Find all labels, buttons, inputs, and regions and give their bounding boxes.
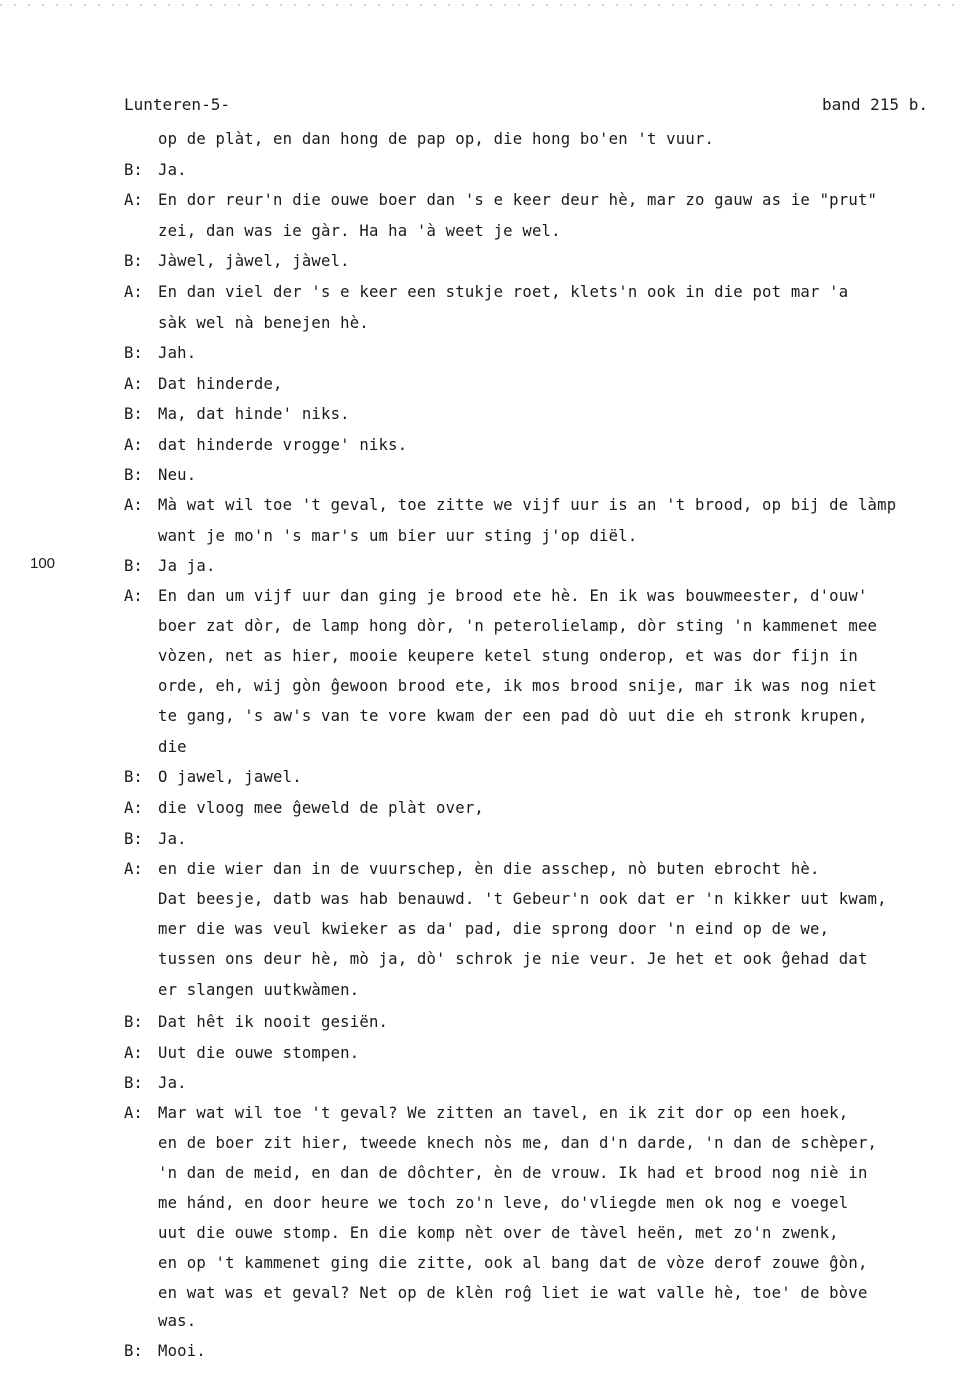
transcript-line: orde, eh, wij gòn ĝewoon brood ete, ik mos brood snije, mar ik was nog niet bbox=[158, 677, 878, 695]
transcript-line: Ja ja. bbox=[158, 557, 216, 575]
transcript-line: Mooi. bbox=[158, 1342, 206, 1360]
transcript-line: die bbox=[158, 738, 187, 756]
transcript-line: Ja. bbox=[158, 1074, 187, 1092]
speaker-label: A: bbox=[124, 191, 143, 209]
speaker-label: B: bbox=[124, 344, 143, 362]
transcript-line: O jawel, jawel. bbox=[158, 768, 302, 786]
speaker-label: A: bbox=[124, 799, 143, 817]
speaker-label: A: bbox=[124, 587, 143, 605]
margin-line-number: 100 bbox=[30, 555, 56, 572]
speaker-label: B: bbox=[124, 252, 143, 270]
transcript-line: Ja. bbox=[158, 830, 187, 848]
transcript-line: me hánd, en door heure we toch zo'n leve, do'vliegde men ok nog e voegel bbox=[158, 1194, 849, 1212]
speaker-label: B: bbox=[124, 466, 143, 484]
speaker-label: A: bbox=[124, 1044, 143, 1062]
speaker-label: A: bbox=[124, 375, 143, 393]
transcript-line: en de boer zit hier, tweede knech nòs me, dan d'n darde, 'n dan de schèper, bbox=[158, 1134, 878, 1152]
transcript-line: Mà wat wil toe 't geval, toe zitte we vijf uur is an 't brood, op bij de làmp bbox=[158, 496, 897, 514]
speaker-label: B: bbox=[124, 161, 143, 179]
transcript-line: boer zat dòr, de lamp hong dòr, 'n peterolielamp, dòr sting 'n kammenet mee bbox=[158, 617, 878, 635]
transcript-line: die vloog mee ĝeweld de plàt over, bbox=[158, 799, 484, 817]
transcript-line: En dor reur'n die ouwe boer dan 's e keer deur hè, mar zo gauw as ie "prut" bbox=[158, 191, 878, 209]
transcript-line: Dat hêt ik nooit gesiën. bbox=[158, 1013, 389, 1031]
transcript-line: mer die was veul kwieker as da' pad, die sprong door 'n eind op de we, bbox=[158, 920, 830, 938]
speaker-label: B: bbox=[124, 405, 143, 423]
transcript-line: was. bbox=[158, 1312, 197, 1330]
transcript-line: en op 't kammenet ging die zitte, ook al bang dat de vòze derof zouwe ĝòn, bbox=[158, 1254, 868, 1272]
speaker-label: A: bbox=[124, 860, 143, 878]
speaker-label: B: bbox=[124, 1013, 143, 1031]
transcript-line: sàk wel nà benejen hè. bbox=[158, 314, 369, 332]
transcript-line: Jah. bbox=[158, 344, 197, 362]
speaker-label: B: bbox=[124, 1074, 143, 1092]
speaker-label: A: bbox=[124, 436, 143, 454]
speaker-label: B: bbox=[124, 1342, 143, 1360]
transcript-line: tussen ons deur hè, mò ja, dò' schrok je nie veur. Je het et ook ĝehad dat bbox=[158, 950, 868, 968]
transcript-line: en die wier dan in de vuurschep, èn die asschep, nò buten ebrocht hè. bbox=[158, 860, 820, 878]
speaker-label: A: bbox=[124, 283, 143, 301]
transcript-line: zei, dan was ie gàr. Ha ha 'à weet je wel. bbox=[158, 222, 561, 240]
transcript-line: Uut die ouwe stompen. bbox=[158, 1044, 360, 1062]
transcript-line: want je mo'n 's mar's um bier uur sting j'op diël. bbox=[158, 527, 638, 545]
transcript-line: dat hinderde vrogge' niks. bbox=[158, 436, 408, 454]
transcript-line: vòzen, net as hier, mooie keupere ketel stung onderop, et was dor fijn in bbox=[158, 647, 858, 665]
transcript-line: er slangen uutkwàmen. bbox=[158, 981, 360, 999]
transcript-line: Dat hinderde, bbox=[158, 375, 283, 393]
transcript-line: Neu. bbox=[158, 466, 197, 484]
transcript-line: Ma, dat hinde' niks. bbox=[158, 405, 350, 423]
speaker-label: B: bbox=[124, 557, 143, 575]
transcript-line: Ja. bbox=[158, 161, 187, 179]
transcript-line: Dat beesje, datb was hab benauwd. 't Gebeur'n ook dat er 'n kikker uut kwam, bbox=[158, 890, 887, 908]
speaker-label: A: bbox=[124, 496, 143, 514]
transcript-line: uut die ouwe stomp. En die komp nèt over de tàvel heën, met zo'n zwenk, bbox=[158, 1224, 839, 1242]
transcript-line: op de plàt, en dan hong de pap op, die hong bo'en 't vuur. bbox=[158, 130, 715, 148]
speaker-label: A: bbox=[124, 1104, 143, 1122]
transcript-line: Jàwel, jàwel, jàwel. bbox=[158, 252, 350, 270]
transcript-line: Mar wat wil toe 't geval? We zitten an tavel, en ik zit dor op een hoek, bbox=[158, 1104, 849, 1122]
header-tape-number: band 215 b. bbox=[822, 95, 928, 114]
transcript-line: en wat was et geval? Net op de klèn roĝ liet ie wat valle hè, toe' de bòve bbox=[158, 1284, 868, 1302]
scan-artifact-dots bbox=[0, 4, 966, 6]
speaker-label: B: bbox=[124, 768, 143, 786]
transcript-line: En dan viel der 's e keer een stukje roet, klets'n ook in die pot mar 'a bbox=[158, 283, 849, 301]
transcript-line: te gang, 's aw's van te vore kwam der een pad dò uut die eh stronk krupen, bbox=[158, 707, 868, 725]
header-location: Lunteren-5- bbox=[124, 95, 230, 114]
speaker-label: B: bbox=[124, 830, 143, 848]
transcript-line: En dan um vijf uur dan ging je brood ete hè. En ik was bouwmeester, d'ouw' bbox=[158, 587, 868, 605]
transcript-line: 'n dan de meid, en dan de dôchter, èn de vrouw. Ik had et brood nog niè in bbox=[158, 1164, 868, 1182]
